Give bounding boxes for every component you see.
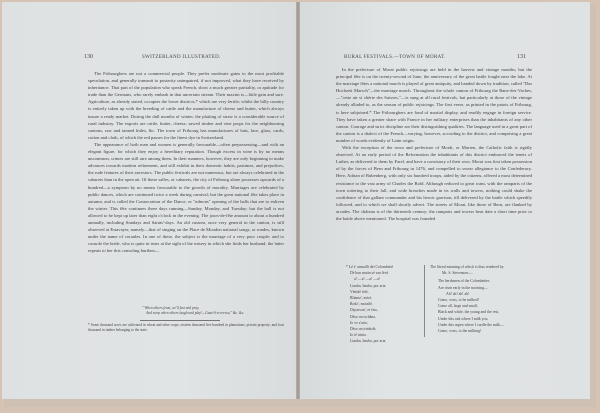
- page-number-right: 131: [517, 54, 526, 60]
- running-head-left: SWITZERLAND ILLUSTRATED.: [142, 55, 221, 60]
- verse-line: " When others feast, we'll fast and pray,: [142, 306, 200, 310]
- left-page: [2, 2, 296, 399]
- running-head-right: RURAL FESTIVALS.—TOWN OF MORAT.: [344, 55, 446, 60]
- poem-line: The herdsmen of the Colombettes: [438, 279, 490, 284]
- poem-line: Rodz', motailè,: [350, 302, 373, 307]
- translation-poem: [430, 264, 504, 334]
- poem-line: * Lé z' armailli dei Colombetté: [346, 265, 394, 269]
- paragraph: With the exception of the town and prefecture of Morât, or Murten, the Catholic faith is rigidly observed. At an early period of the Reformation the inhabitants of this district embraced the tenets of Luther, as delivered to them by Farel, and have a consistory of their own. Morat was first taken possession of by the forces of Bern and Fribourg in 1476, and compelled to swear allegiance to the Confederacy. Here, Adrian of Bubenberg, with only six hundred troops, aided by the citizens, offered a most determined resistance to the vast army of Charles the Bold. Although reduced to great want, with the ramparts of the town tottering to their fall, and wide breaches made in its walls and towers, nothing could shake the confidence of that gallant commander and his heroic garrison, till delivered by the battle which speedily followed, and to which we shall shortly advert. The streets of Morat, like those of Bern, are flanked by arcades. The château is of the thirteenth century; the ramparts and towers bear date a short time prior to the battle above mentioned. The hospital was founded: [336, 145, 532, 221]
- poem-line: Dèso on trinbolè,: [350, 327, 377, 332]
- poem-line: Io ié trinto.: [350, 333, 367, 338]
- column-divider: [424, 265, 425, 337]
- poem-line: Bliantz', neirè,: [350, 296, 373, 301]
- poem-line: Under this oak where I milk you,: [438, 316, 489, 321]
- poem-line: Are risen early in the morning—: [438, 285, 488, 290]
- verse-quote: [142, 306, 244, 316]
- right-page: [300, 2, 590, 399]
- poem-line: Io vo z'ario,: [350, 320, 369, 325]
- poem-line: Mr. S. Stevenson:—: [442, 271, 473, 276]
- poem-line: Liauba, liauba, por aria.: [350, 339, 387, 344]
- poem-line: Dzjouvan', et étro,: [350, 308, 378, 313]
- poem-line: Come all, large and small,: [438, 304, 478, 309]
- poem-line: Dèso on tschâno,: [350, 314, 377, 319]
- poem-line: Liauba, liauba, por aria.: [350, 283, 387, 288]
- poem-line: Come, cows, to be milked!: [438, 298, 479, 303]
- poem-line: The literal meaning of which is thus rendered by: [430, 265, 504, 269]
- verse-line: And weep when others laugh and play!—Gaut-li-a-cerveu," &c. &c.: [146, 311, 245, 315]
- paragraph: The Fribourghers are not a commercial people. They prefer moderate gains to the most profitable speculation, and generally transmit to posterity unimpaired, if not improved, what they have received by inheritance. That part of the population who speak French, show a much greater partiality, or aptitude for trade than the Germans, who rarely embark in that uncertain stream. Their maxim is—little gain and sure. Agriculture, as already stated, occupies the lower districts,* which are very fertile; whilst the hilly country is entirely taken up with the breeding of cattle and the manufacture of cheese and butter, which always insure a ready market. During the dull months of winter, the plaiting of straw is a considerable source of rural industry. The exports are cattle, butter, cheese, sawed timber and vine props for the neighbouring cantons, raw and tanned hides, &c. The town of Fribourg has manufactures of hats, lace, glass, cards, cotton and cloth, of which the red passes for the finest dye in Switzerland.: [88, 71, 284, 140]
- paragraph: In the prefecture of Morat public rejoicings are held in the harvest and vintage months; but the principal fête is on the twenty-second of June, the anniversary of the great battle fought near the lake. At the marriage fêtes a national march is played of great antiquity, and handed down by tradition, called "Das Hochzeit Marsch"—the marriage march. Throughout the whole canton of Fribourg the Ranz-des-Vaches,—"cette air si chérie des Suisses,"—is sung at all rural festivals, but particularly at those of the vintage already alluded to, as the season of public rejoicings. The first verse, as printed in the patois of Fribourg, is here subjoined.* The Fribourghers are fond of martial display, and readily engage in foreign service. They have taken a greater share with France in her military enterprises than the inhabitants of any other canton. Courage and strict discipline are their distinguishing qualities. The language used in a great part of the canton is a dialect of the French—varying, however, according to the district, and comprising a great number of words evidently of Latin origin.: [336, 67, 532, 143]
- footnote-rule: [140, 320, 220, 321]
- paragraph: The appearance of both men and women is generally favourable—often prepossessing—and with an elegant figure, for which they enjoy a hereditary reputation. Though excess in wine is by no means uncommon, crimes are still rare among them. In their manners, however, they are only beginning to make advances towards modern refinement, and still exhibit in their domestic habits, pastimes, and prejudices, the rude features of their ancestors. The public festivals are not numerous, but are always celebrated in the cabarets than in the open air. Of these salles, or cabarets, the city of Fribourg alone possesses upwards of a hundred—a symptom by no means favourable to the growth of morality. Marriages are celebrated by public dances, which are continued twice a week during carnival; but the great national fête takes place in autumn, and is called the Consecration of the Dance, or "mînons" opening of the balls that are to enliven the winter. This fête continues three days running—Sunday, Monday, and Tuesday; but the ball is not allowed to be kept up later than eight o'clock in the evening. The jours-de-fête amount to about a hundred annually, including Sundays and Saints'-days. An old custom, once very general in the canton, is still observed at Estavayer, namely—that of singing on the Place de Moudon national songs, or rondes, known under the name of coraules. In one of these, the subject is the marriage of a very poor couple; and to console the bride, who is quite in tears at the sight of the misery in which she finds her husband, the latter repeats to her this consoling burthen—: [88, 141, 284, 254]
- poem-line: Ah! ah! ah! ah!: [446, 291, 470, 296]
- patois-poem: [346, 264, 393, 345]
- left-body-text: [88, 70, 284, 254]
- poem-line: a! —a! —a! —a!: [354, 277, 381, 282]
- poem-line: Come, cows, to the milking!: [438, 329, 482, 334]
- page-number-left: 130: [84, 54, 93, 60]
- poem-line: Dé bon matin sé san lévâ: [350, 271, 389, 276]
- poem-line: Under this aspen where I curdle the milk—: [438, 322, 504, 327]
- poem-line: Vénidé tôté,: [350, 289, 369, 294]
- right-body-text: [336, 66, 532, 222]
- poem-line: Black and white, the young and the rest,: [438, 310, 500, 315]
- footnote: * Some thousand acres are cultivated in wheat and other crops; sixteen thousand five hundred in plantations, private property; and four thousand in timber belonging to the state.: [88, 323, 284, 332]
